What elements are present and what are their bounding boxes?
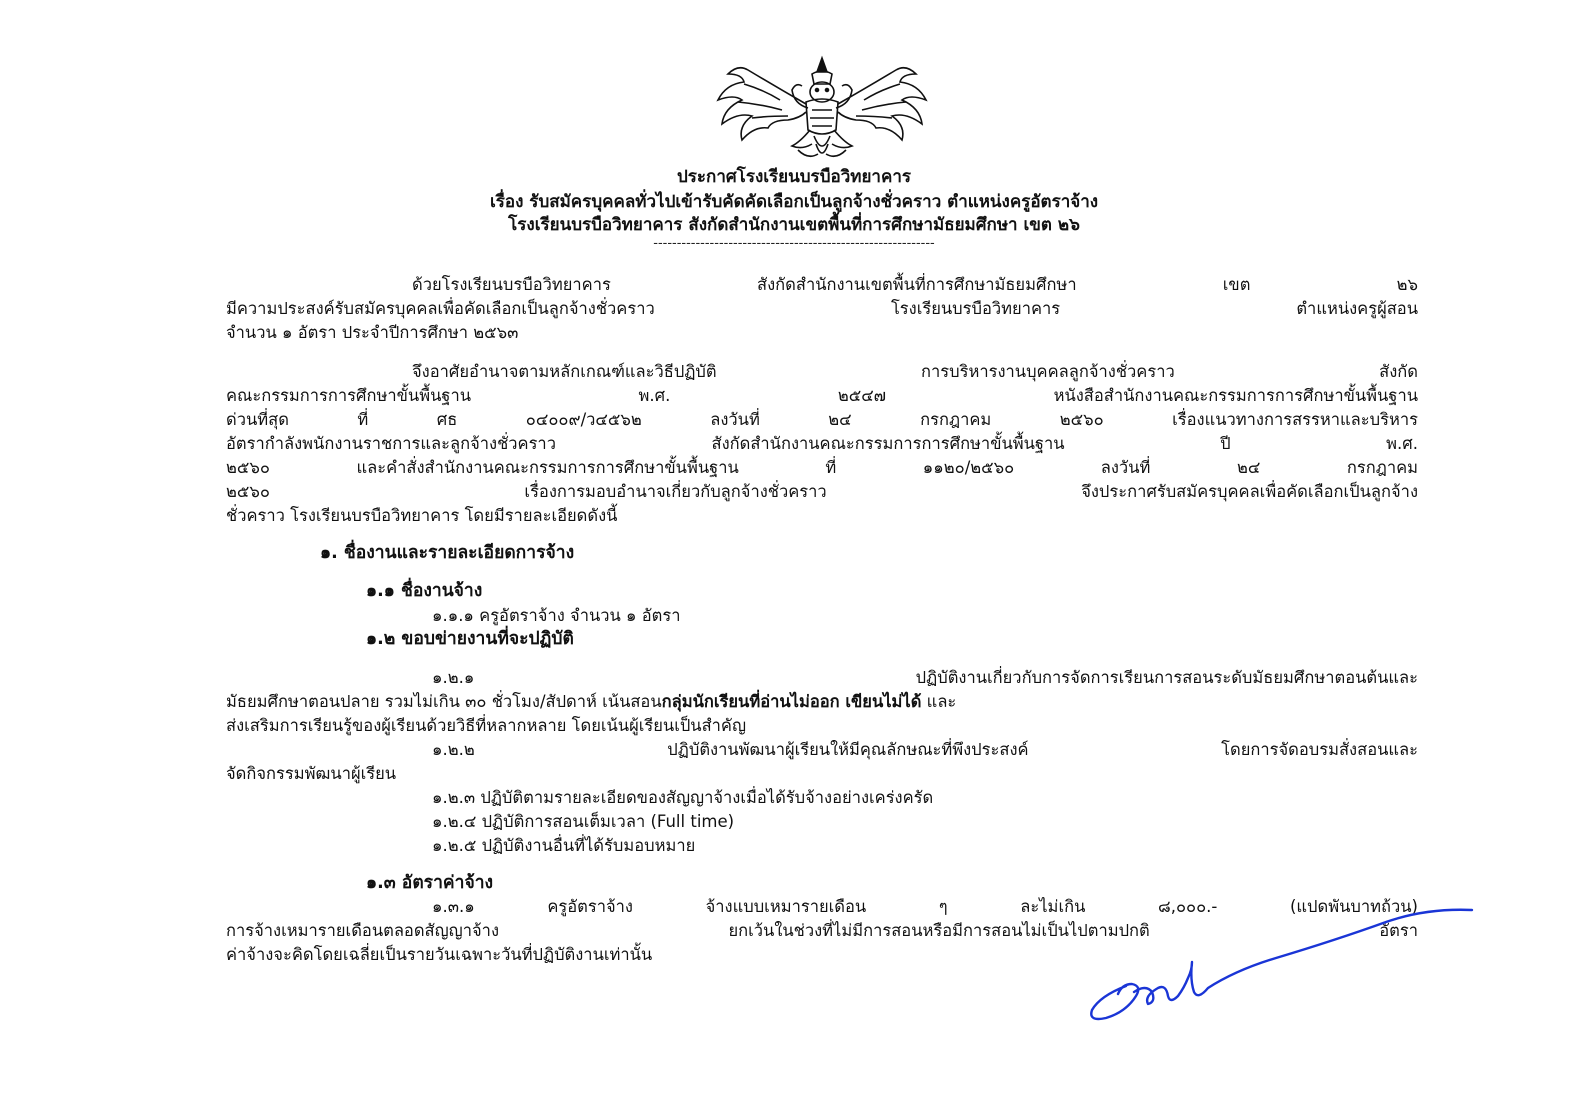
authority-line-3: ด่วนที่สุด ที่ ศธ ๐๔๐๐๙/ว๔๕๖๒ ลงวันที่ ๒๔ กรกฎาคม ๒๕๖๐ เรื่องแนวทางการสรรหาและบริหาร bbox=[226, 410, 1418, 429]
section-1-1-title: ๑.๑ ชื่องานจ้าง bbox=[366, 581, 483, 601]
section-1-2-5: ๑.๒.๕ ปฏิบัติงานอื่นที่ได้รับมอบหมาย bbox=[432, 836, 696, 855]
section-1-2-2-line-2: จัดกิจกรรมพัฒนาผู้เรียน bbox=[226, 764, 397, 783]
section-1-2-1-emphasis: กลุ่มนักเรียนที่อ่านไม่ออก เขียนไม่ได้ bbox=[661, 692, 922, 711]
section-1-title: ๑. ชื่องานและรายละเอียดการจ้าง bbox=[320, 543, 575, 563]
announcement-subject: เรื่อง รับสมัครบุคคลทั่วไปเข้ารับคัดคัดเลือกเป็นลูกจ้างชั่วคราว ตำแหน่งครูอัตราจ้าง bbox=[489, 192, 1099, 212]
section-1-2-2-line-1: ๑.๒.๒ ปฏิบัติงานพัฒนาผู้เรียนให้มีคุณลักษณะที่พึงประสงค์ โดยการจัดอบรมสั่งสอนและ bbox=[432, 740, 1418, 759]
section-1-2-1-line-1: ๑.๒.๑ ปฏิบัติงานเกี่ยวกับการจัดการเรียนการสอนระดับมัธยมศึกษาตอนต้นและ bbox=[432, 668, 1418, 687]
authority-line-4: อัตรากำลังพนักงานราชการและลูกจ้างชั่วคราว สังกัดสำนักงานคณะกรรมการการศึกษาขั้นพื้นฐาน ปี พ.ศ. bbox=[226, 434, 1418, 453]
section-1-2-1-line-2-text: มัธยมศึกษาตอนปลาย รวมไม่เกิน ๓๐ ชั่วโมง/สัปดาห์ เน้นสอน bbox=[226, 692, 662, 711]
authority-line-7: ชั่วคราว โรงเรียนบรบือวิทยาคาร โดยมีรายละเอียดดังนี้ bbox=[226, 506, 618, 525]
authority-line-2: คณะกรรมการการศึกษาขั้นพื้นฐาน พ.ศ. ๒๕๔๗ หนังสือสำนักงานคณะกรรมการการศึกษาขั้นพื้นฐาน bbox=[226, 386, 1418, 405]
intro-line-3: จำนวน ๑ อัตรา ประจำปีการศึกษา ๒๕๖๓ bbox=[226, 323, 519, 342]
signature-icon bbox=[1086, 900, 1476, 1030]
intro-line-1: ด้วยโรงเรียนบรบือวิทยาคาร สังกัดสำนักงานเขตพื้นที่การศึกษามัธยมศึกษา เขต ๒๖ bbox=[412, 275, 1418, 294]
section-1-2-1-line-3: ส่งเสริมการเรียนรู้ของผู้เรียนด้วยวิธีที่หลากหลาย โดยเน้นผู้เรียนเป็นสำคัญ bbox=[226, 716, 747, 735]
section-1-2-title: ๑.๒ ขอบข่ายงานที่จะปฏิบัติ bbox=[366, 629, 574, 649]
announcement-title: ประกาศโรงเรียนบรบือวิทยาคาร bbox=[677, 167, 911, 187]
section-1-2-1-line-2-end: และ bbox=[921, 692, 957, 711]
section-1-3-1-line-1: ๑.๓.๑ ครูอัตราจ้าง จ้างแบบเหมารายเดือน ๆ ละไม่เกิน ๘,๐๐๐.- (แปดพันบาทถ้วน) bbox=[432, 897, 1418, 916]
section-1-2-3: ๑.๒.๓ ปฏิบัติตามรายละเอียดของสัญญาจ้างเมื่อได้รับจ้างอย่างเคร่งครัด bbox=[432, 788, 934, 807]
section-1-3-title: ๑.๓ อัตราค่าจ้าง bbox=[366, 873, 494, 893]
section-1-3-1-line-3: ค่าจ้างจะคิดโดยเฉลี่ยเป็นรายวันเฉพาะวันที่ปฏิบัติงานเท่านั้น bbox=[226, 945, 653, 964]
authority-line-5: ๒๕๖๐ และคำสั่งสำนักงานคณะกรรมการการศึกษาขั้นพื้นฐาน ที่ ๑๑๒๐/๒๕๖๐ ลงวันที่ ๒๔ กรกฎาคม bbox=[226, 458, 1418, 477]
section-1-3-1-line-2: การจ้างเหมารายเดือนตลอดสัญญาจ้าง ยกเว้นในช่วงที่ไม่มีการสอนหรือมีการสอนไม่เป็นไปตามปกติ อัตรา bbox=[226, 921, 1418, 940]
header-divider: ------------------------------------------------------------ bbox=[653, 236, 935, 251]
section-1-1-1: ๑.๑.๑ ครูอัตราจ้าง จำนวน ๑ อัตรา bbox=[432, 606, 681, 625]
announcement-school-line: โรงเรียนบรบือวิทยาคาร สังกัดสำนักงานเขตพื้นที่การศึกษามัธยมศึกษา เขต ๒๖ bbox=[508, 215, 1080, 235]
authority-line-6: ๒๕๖๐ เรื่องการมอบอำนาจเกี่ยวกับลูกจ้างชั่วคราว จึงประกาศรับสมัครบุคคลเพื่อคัดเลือกเป็นลูกจ้าง bbox=[226, 482, 1418, 501]
section-1-2-4: ๑.๒.๔ ปฏิบัติการสอนเต็มเวลา (Full time) bbox=[432, 812, 735, 831]
authority-line-1: จึงอาศัยอำนาจตามหลักเกณฑ์และวิธีปฏิบัติ การบริหารงานบุคคลลูกจ้างชั่วคราว สังกัด bbox=[412, 362, 1418, 381]
garuda-emblem-icon bbox=[708, 50, 936, 164]
intro-line-2: มีความประสงค์รับสมัครบุคคลเพื่อคัดเลือกเป็นลูกจ้างชั่วคราว โรงเรียนบรบือวิทยาคาร ตำแหน่งครูผู้สอน bbox=[226, 299, 1418, 318]
section-1-2-1-line-2 bbox=[226, 692, 1418, 712]
